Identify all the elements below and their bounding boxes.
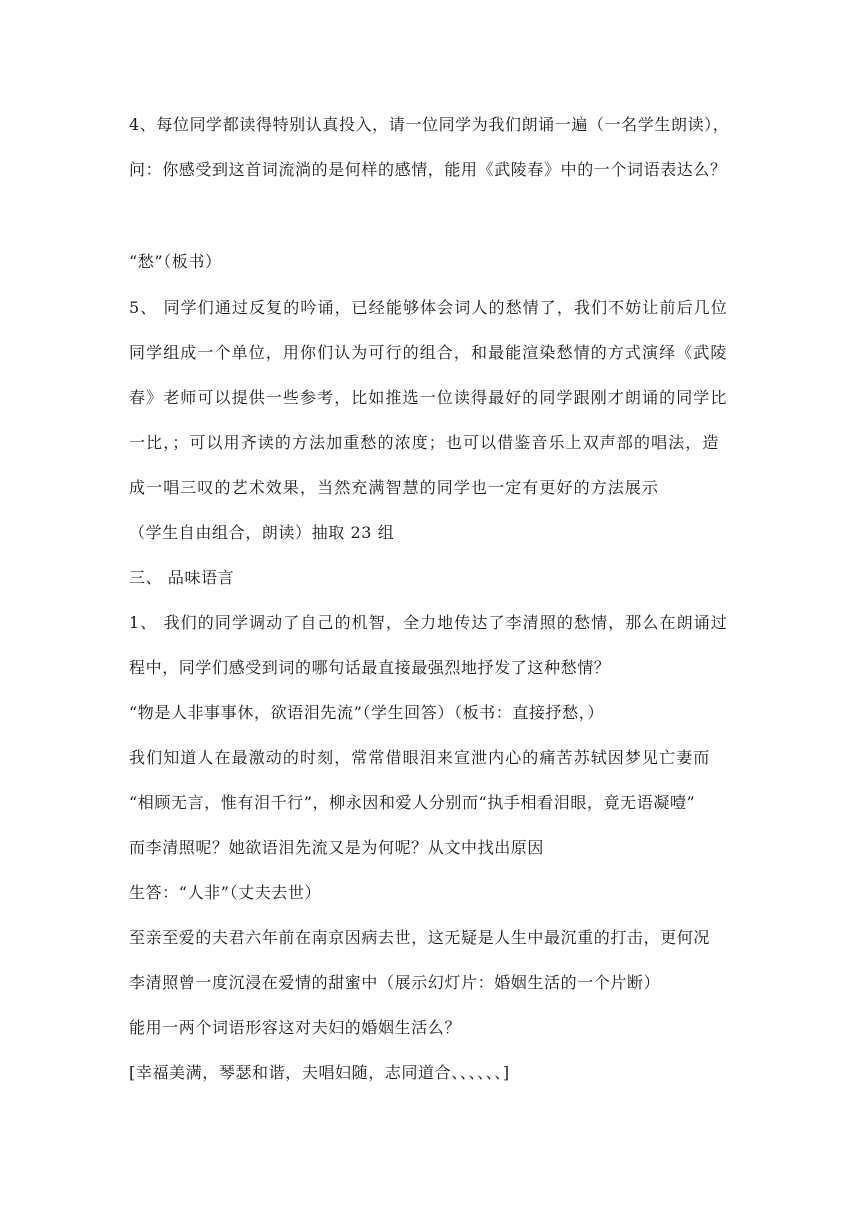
paragraph-line: 成一唱三叹的艺术效果，当然充满智慧的同学也一定有更好的方法展示 [129,478,660,497]
paragraph-line: 而李清照呢？她欲语泪先流又是为何呢？从文中找出原因 [129,838,545,857]
paragraph-line: 能用一两个词语形容这对夫妇的婚姻生活么？ [129,1018,462,1037]
paragraph-line: 生答：“人非”（丈夫去世） [129,883,322,902]
paragraph-line: 一比，；可以用齐读的方法加重愁的浓度；也可以借鉴音乐上双声部的唱法，造 [129,433,720,452]
section-heading: 三、 品味语言 [129,568,235,587]
paragraph-line: 4、每位同学都读得特别认真投入，请一位同学为我们朗诵一遍（一名学生朗读）， [129,115,730,134]
paragraph-line: 同学组成一个单位，用你们认为可行的组合，和最能渲染愁情的方式演绎《武陵 [129,343,728,362]
paragraph-line: 春》老师可以提供一些参考，比如推选一位读得最好的同学跟刚才朗诵的同学比 [129,388,728,407]
paragraph-line: 我们知道人在最激动的时刻，常常借眼泪来宣泄内心的痛苦苏轼因梦见亡妻而 [129,748,711,767]
paragraph-line: [幸福美满，琴瑟和谐，夫唱妇随，志同道合、、、、、、] [129,1063,510,1082]
paragraph-line: “相顾无言，惟有泪千行”，柳永因和爱人分别而“执手相看泪眼，竟无语凝噎” [129,793,696,812]
paragraph-line: 李清照曾一度沉浸在爱情的甜蜜中（展示幻灯片：婚姻生活的一个片断） [129,973,661,992]
paragraph-line: “愁”（板书） [129,252,222,271]
paragraph-line: 1、 我们的同学调动了自己的机智，全力地传达了李清照的愁情，那么在朗诵过 [129,613,728,632]
paragraph-line: 程中，同学们感受到词的哪句话最直接最强烈地抒发了这种愁情？ [129,658,611,677]
paragraph-line: “物是人非事事休，欲语泪先流”（学生回答）（板书：直接抒愁，） [129,703,604,722]
paragraph-line: 问：你感受到这首词流淌的是何样的感情，能用《武陵春》中的一个词语表达么？ [129,160,727,179]
paragraph-line: 至亲至爱的夫君六年前在南京因病去世，这无疑是人生中最沉重的打击，更何况 [129,928,711,947]
paragraph-line: 5、 同学们通过反复的吟诵，已经能够体会词人的愁情了，我们不妨让前后几位 [129,298,728,317]
paragraph-line: （学生自由组合，朗读）抽取 23 组 [129,523,395,542]
